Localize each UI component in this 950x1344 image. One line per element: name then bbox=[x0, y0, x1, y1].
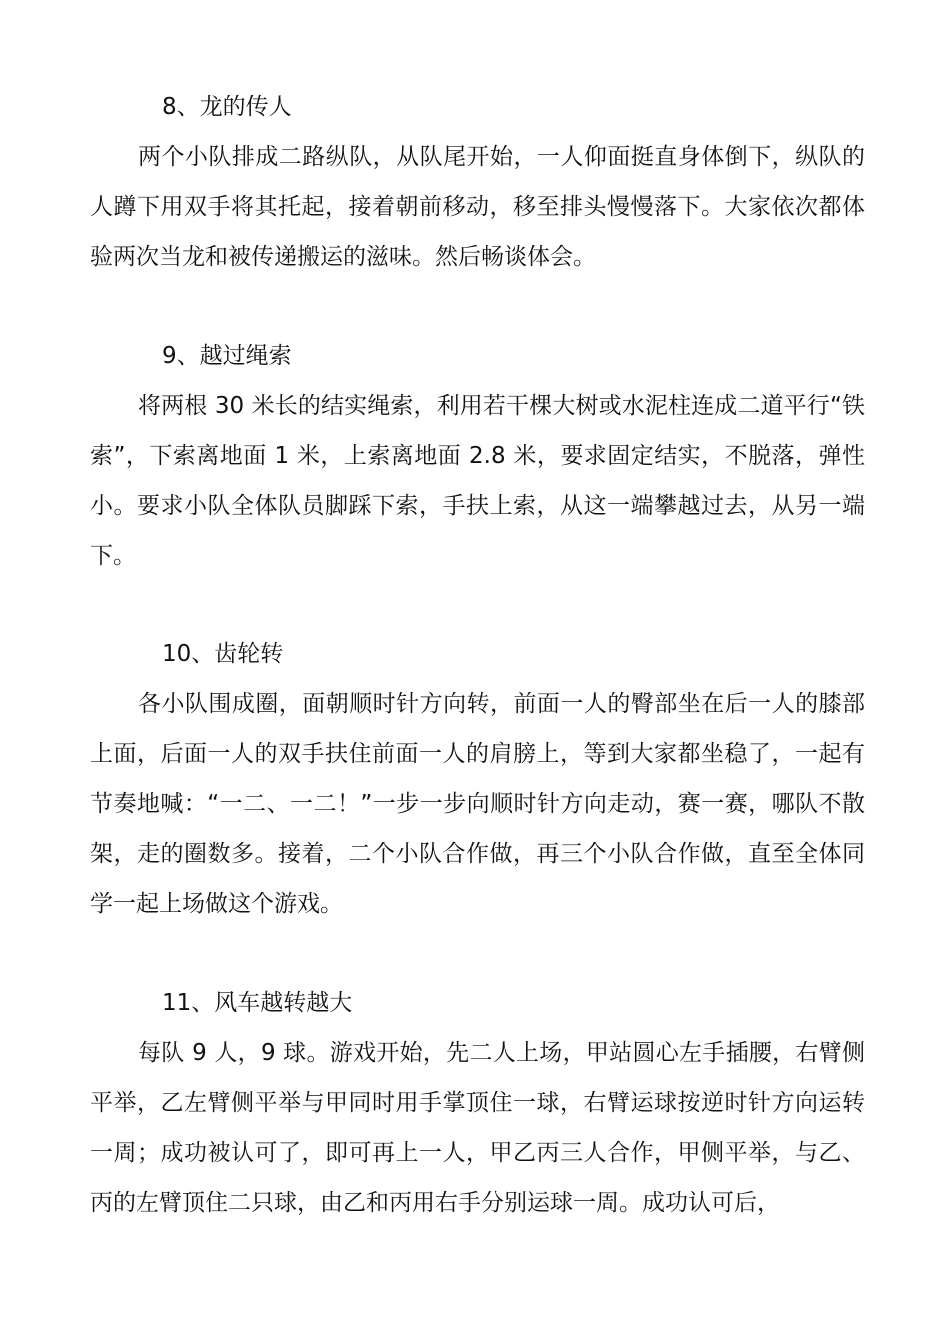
section-windmill bbox=[90, 978, 865, 1228]
section-heading: 9、越过绳索 bbox=[162, 343, 292, 369]
section-cross-the-rope bbox=[90, 331, 865, 581]
section-paragraph: 将两根 30 米长的结实绳索，利用若干棵大树或水泥柱连成二道平行“铁索”，下索离地面 1 米，上索离地面 2.8 米，要求固定结实，不脱落，弹性小。要求小队全体队员脚踩下索，手扶上索，从这一端攀越过去，从另一端下。 bbox=[90, 393, 865, 569]
section-heading: 10、齿轮转 bbox=[162, 641, 284, 667]
section-heading: 11、风车越转越大 bbox=[162, 990, 353, 1016]
section-paragraph: 两个小队排成二路纵队，从队尾开始，一人仰面挺直身体倒下，纵队的人蹲下用双手将其托起，接着朝前移动，移至排头慢慢落下。大家依次都体验两次当龙和被传递搬运的滋味。然后畅谈体会。 bbox=[90, 144, 865, 270]
section-paragraph: 各小队围成圈，面朝顺时针方向转，前面一人的臀部坐在后一人的膝部上面，后面一人的双手扶住前面一人的肩膀上，等到大家都坐稳了，一起有节奏地喊：“一二、一二！”一步一步向顺时针方向走动，赛一赛，哪队不散架，走的圈数多。接着，二个小队合作做，再三个小队合作做，直至全体同学一起上场做这个游戏。 bbox=[90, 691, 865, 917]
section-heading: 8、龙的传人 bbox=[162, 94, 292, 120]
section-dragon-descendants bbox=[90, 82, 865, 282]
section-paragraph: 每队 9 人，9 球。游戏开始，先二人上场，甲站圆心左手插腰，右臂侧平举，乙左臂侧平举与甲同时用手掌顶住一球，右臂运球按逆时针方向运转一周；成功被认可了，即可再上一人，甲乙丙三人合作，甲侧平举，与乙、丙的左臂顶住二只球，由乙和丙用右手分别运球一周。成功认可后， bbox=[90, 1040, 865, 1216]
section-gear-turn bbox=[90, 629, 865, 929]
